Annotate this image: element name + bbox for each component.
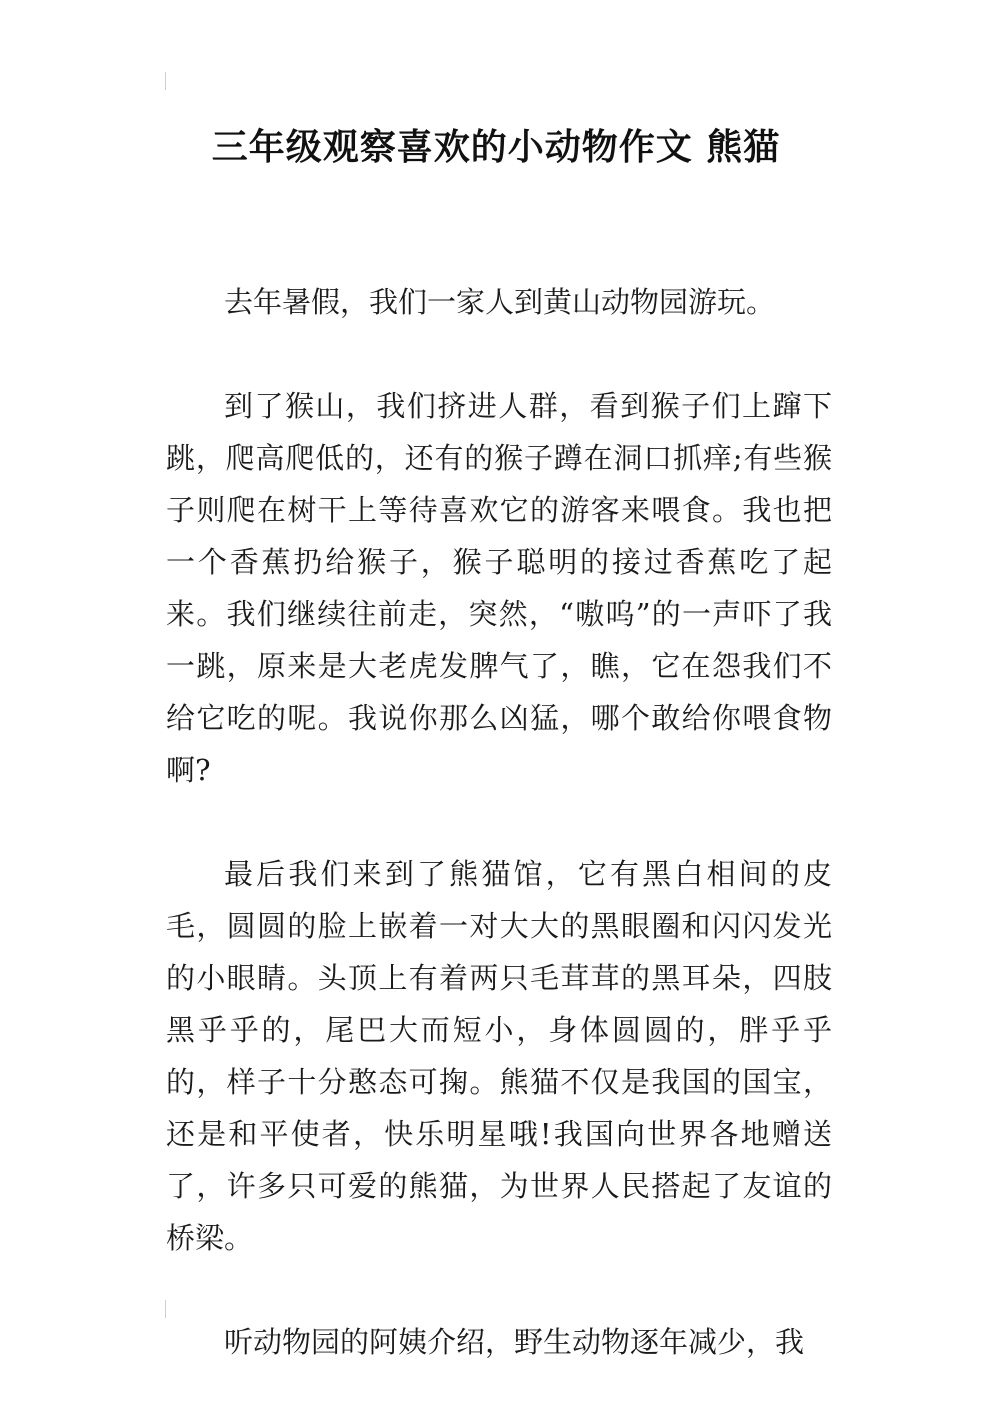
document-title: 三年级观察喜欢的小动物作文 熊猫 <box>211 127 781 168</box>
page-corner-mark-top <box>165 72 166 90</box>
paragraph-4: 听动物园的阿姨介绍，野生动物逐年减少，我 <box>224 1325 805 1359</box>
paragraph-3: 最后我们来到了熊猫馆，它有黑白相间的皮毛，圆圆的脸上嵌着一对大大的黑眼圈和闪闪发光的小眼睛。头顶上有着两只毛茸茸的黑耳朵，四肢黑乎乎的，尾巴大而短小，身体圆圆的，胖乎乎的，样子十分憨态可掬。熊猫不仅是我国的国宝，还是和平使者，快乐明星哦!我国向世界各地赠送了，许多只可爱的熊猫，为世界人民搭起了友谊的桥梁。 <box>166 857 832 1255</box>
paragraph-2: 到了猴山，我们挤进人群，看到猴子们上蹿下跳，爬高爬低的，还有的猴子蹲在洞口抓痒;有些猴子则爬在树干上等待喜欢它的游客来喂食。我也把一个香蕉扔给猴子，猴子聪明的接过香蕉吃了起来。我们继续往前走，突然，“嗷呜”的一声吓了我一跳，原来是大老虎发脾气了，瞧，它在怨我们不给它吃的呢。我说你那么凶猛，哪个敢给你喂食物啊? <box>166 389 832 787</box>
page-corner-mark-bottom <box>165 1300 166 1318</box>
document-body <box>166 276 832 1420</box>
paragraph-1: 去年暑假，我们一家人到黄山动物园游玩。 <box>224 285 776 319</box>
